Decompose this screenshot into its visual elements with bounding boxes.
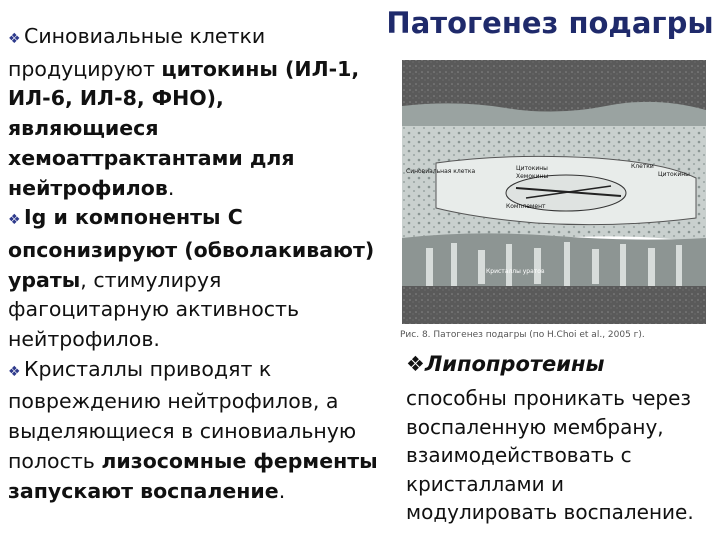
page-title: Патогенез подагры <box>386 6 714 40</box>
label-synovial: Синовиальная клетка <box>406 168 476 175</box>
diamond-bullet-icon: ❖ <box>406 352 425 376</box>
diamond-bullet-icon: ❖ <box>8 212 21 229</box>
figure-caption: Рис. 8. Патогенез подагры (по H.Choi et al., 2005 г). <box>400 330 645 340</box>
label-cytokines: Цитокины <box>516 165 548 172</box>
lipoproteins-heading: ❖Липопротеины <box>406 352 605 376</box>
lower-cartilage <box>402 233 706 288</box>
left-text-block <box>8 22 380 506</box>
label-complement: Комплемент <box>506 203 546 210</box>
label-cytokines2: Цитокины <box>658 171 690 178</box>
diamond-bullet-icon: ❖ <box>8 363 21 380</box>
paragraph-opsonization: ❖ Ig и компоненты С опсонизируют (обволакивают) ураты, стимулируя фагоцитарную активность нейтрофилов. <box>8 205 375 352</box>
label-crystals: Кристаллы уратов <box>486 268 545 275</box>
paragraph-cytokines: ❖ Синовиальные клетки продуцируют цитокины (ИЛ-1, ИЛ-6, ИЛ-8, ФНО), являющиеся хемоаттрактантами для нейтрофилов. <box>8 24 360 200</box>
label-cells: Клетки <box>631 163 654 170</box>
paragraph-crystals: ❖ Кристаллы приводят к повреждению нейтрофилов, а выделяющиеся в синовиальную полость лизосомные ферменты запускают воспаление. <box>8 356 378 503</box>
label-chemokines: Хемокины <box>516 173 549 180</box>
lipoproteins-text: способны проникать через воспаленную мембрану, взаимодействовать с кристаллами и модулировать воспаление. <box>406 386 694 524</box>
diamond-bullet-icon: ❖ <box>8 31 21 47</box>
joint-illustration <box>396 58 714 344</box>
pathogenesis-figure <box>396 58 714 344</box>
lower-bone <box>402 286 706 324</box>
